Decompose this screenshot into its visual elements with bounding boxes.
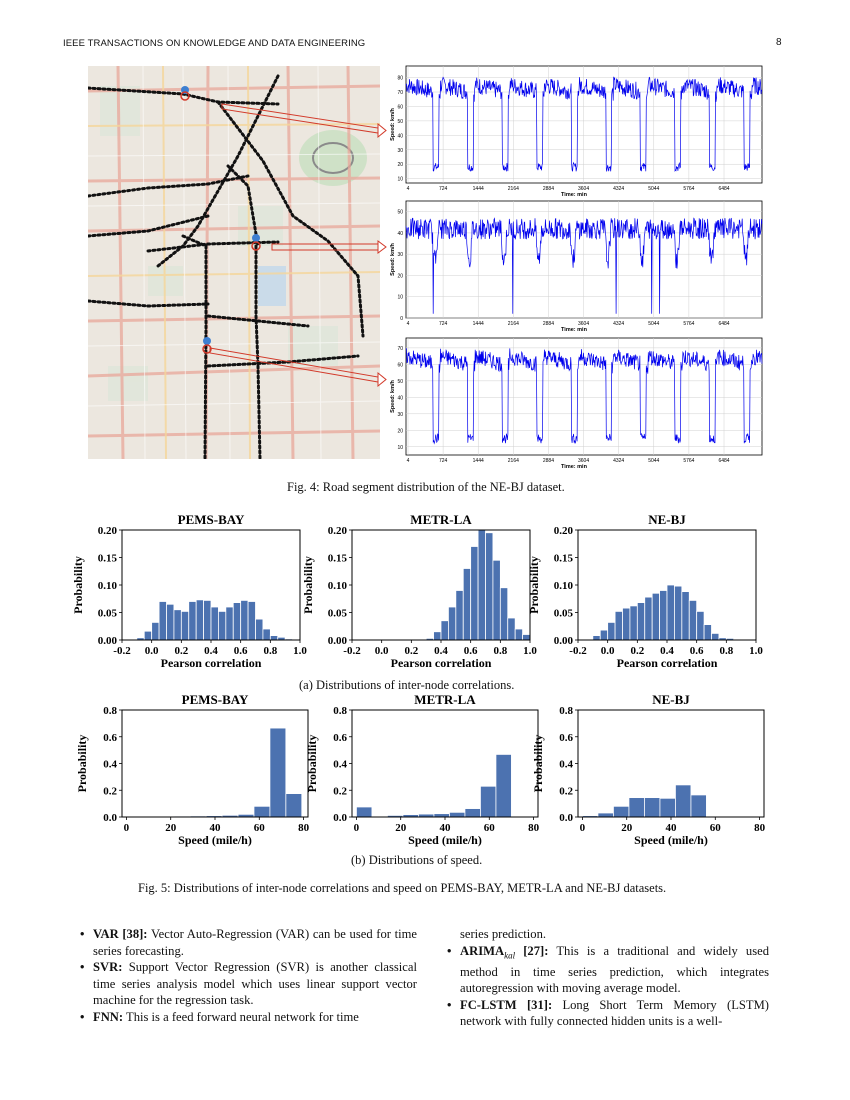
histogram-bar (204, 600, 211, 640)
histogram-bar (608, 622, 615, 640)
histogram-bar (675, 785, 691, 817)
y-tick-label: 0.00 (327, 635, 347, 647)
y-tick-label: 0.20 (327, 525, 347, 537)
x-tick-label: 0.0 (600, 645, 615, 657)
x-tick-label: 724 (438, 321, 448, 327)
histogram-bar (478, 530, 485, 640)
x-tick-label: -0.2 (569, 645, 587, 657)
x-tick-label: 0.4 (660, 645, 674, 657)
subfig-a-caption: (a) Distributions of inter-node correlations. (299, 678, 515, 692)
x-tick-label: 2884 (542, 186, 555, 192)
histogram-bar (674, 586, 681, 640)
x-tick-label: 60 (709, 822, 721, 834)
arrow-panel-2 (272, 244, 378, 250)
bullet-fnn (80, 1009, 417, 1026)
y-tick-label: 0.6 (559, 731, 573, 744)
y-tick-label: 0.8 (103, 705, 117, 717)
y-tick-label: 30 (397, 411, 403, 418)
bullet-term-ref: [27]: (515, 943, 549, 958)
histogram-bar (211, 607, 218, 640)
histogram-bar (697, 611, 704, 640)
y-tick-label: 0.15 (327, 552, 347, 565)
histogram-bar (248, 602, 255, 641)
bullet-term: FNN: (93, 1009, 124, 1024)
histogram-bar (270, 728, 286, 817)
x-axis-label: Time: min (561, 327, 587, 333)
histogram-bar (691, 795, 707, 817)
x-tick-label: 0.6 (233, 645, 248, 657)
histogram-bar (508, 618, 515, 640)
histogram-bar (241, 600, 248, 640)
histogram-bar (270, 636, 277, 640)
y-tick-label: 0.05 (327, 607, 347, 620)
y-tick-label: 0.2 (333, 785, 347, 798)
histogram-bar (644, 798, 660, 817)
y-axis-label: Speed: km/h (390, 108, 396, 141)
histogram-bar (623, 608, 630, 640)
x-tick-label: 4324 (613, 321, 625, 327)
histogram-bar (645, 597, 652, 640)
x-tick-label: 724 (438, 186, 448, 192)
y-tick-label: 50 (397, 118, 403, 125)
histogram-bar (449, 812, 465, 817)
histogram-bar (613, 806, 629, 817)
x-tick-label: 4324 (613, 458, 625, 464)
x-tick-label: 2164 (507, 458, 519, 464)
histogram-chart (75, 692, 310, 847)
y-axis-label: Speed: km/h (390, 243, 396, 276)
histogram-bar (637, 603, 644, 640)
histogram-bar (496, 754, 512, 817)
y-tick-label: 10 (397, 176, 403, 183)
chart-title: PEMS-BAY (181, 692, 249, 707)
y-tick-label: 0.20 (553, 525, 573, 537)
x-axis-label: Speed (mile/h) (178, 833, 252, 847)
x-tick-label: 0 (579, 822, 586, 834)
histogram-bar (152, 622, 159, 640)
histogram-bar (471, 547, 478, 641)
y-tick-label: 70 (397, 90, 403, 96)
x-tick-label: 0.2 (174, 645, 189, 657)
histogram-bar (600, 630, 607, 640)
y-tick-label: 30 (397, 147, 403, 154)
x-tick-label: 3604 (577, 186, 590, 192)
histogram-bar (286, 794, 302, 817)
y-tick-label: 80 (397, 75, 403, 82)
histogram-bar (159, 602, 166, 641)
left-column (80, 926, 417, 1026)
histogram-bar (144, 631, 151, 640)
histogram-bar (500, 588, 507, 640)
y-tick-label: 50 (397, 209, 403, 216)
histogram-bar (523, 635, 530, 641)
y-tick-label: 0.4 (333, 758, 347, 771)
fig4-caption: Fig. 4: Road segment distribution of the NE-BJ dataset. (287, 480, 565, 494)
histogram-bar (456, 591, 463, 641)
histogram-bar (689, 600, 696, 640)
x-tick-label: 3604 (577, 321, 590, 327)
x-tick-label: 2164 (507, 321, 519, 327)
x-tick-label: 4324 (613, 186, 625, 192)
histogram-bar (593, 636, 600, 640)
journal-header: IEEE TRANSACTIONS ON KNOWLEDGE AND DATA ENGINEERING (63, 38, 366, 49)
histogram-bar (682, 592, 689, 640)
x-tick-label: 80 (528, 822, 540, 834)
y-tick-label: 0.6 (333, 731, 347, 744)
timeseries-panels (388, 63, 770, 478)
histogram-bar (463, 569, 470, 641)
x-tick-label: 0.2 (630, 645, 645, 657)
x-tick-label: 1.0 (523, 645, 537, 657)
x-axis-label: Time: min (561, 192, 587, 198)
y-tick-label: 20 (397, 428, 403, 435)
y-tick-label: 10 (397, 294, 403, 301)
chart-title: NE-BJ (652, 692, 690, 707)
y-tick-label: 0.2 (103, 785, 117, 798)
bullet-text: This is a feed forward neural network for time (126, 1009, 359, 1024)
x-tick-label: 0.6 (689, 645, 704, 657)
x-tick-label: 1444 (472, 458, 484, 464)
timeseries-panel (390, 66, 762, 198)
y-tick-label: 70 (397, 345, 403, 352)
bullet-text: Support Vector Regression (SVR) is another classical time series analysis model which uses linear support vector machine for the regression task. (93, 960, 417, 1008)
x-tick-label: 20 (621, 822, 633, 834)
x-tick-label: 4 (406, 321, 410, 327)
x-tick-label: 5764 (683, 458, 695, 464)
histogram-bar (652, 593, 659, 640)
bullet-var (80, 926, 417, 959)
histogram-bar (515, 629, 522, 640)
x-tick-label: 1.0 (749, 645, 763, 657)
y-tick-label: 0.10 (553, 580, 573, 592)
histogram-bar (434, 814, 450, 817)
y-tick-label: 0.8 (333, 705, 347, 717)
x-tick-label: 60 (253, 822, 265, 834)
bullet-text: Long Short Term Memory (LSTM) network with fully connected hidden units is a well- (460, 997, 769, 1029)
histogram-bar (356, 807, 372, 817)
histogram-bar (226, 607, 233, 640)
y-axis-label: Probability (71, 556, 85, 614)
bullet-text: This is a traditional and widely used method in time series prediction, which integrates autoregression with moving average model. (460, 943, 770, 996)
y-tick-label: 0.0 (333, 812, 347, 824)
y-tick-label: 0.00 (553, 635, 573, 647)
histogram-bar (660, 591, 667, 641)
histogram-bar (167, 604, 174, 640)
histogram-chart (301, 512, 537, 670)
y-tick-label: 20 (397, 273, 403, 280)
x-tick-label: 6484 (718, 321, 730, 327)
histogram-bar (629, 798, 645, 817)
y-tick-label: 40 (397, 230, 403, 237)
x-tick-label: 5044 (648, 321, 660, 327)
x-tick-label: 5044 (648, 186, 660, 192)
histogram-bar (196, 600, 203, 640)
histogram-chart (305, 692, 540, 847)
histogram-chart (71, 512, 307, 670)
x-tick-label: 4 (406, 458, 410, 464)
y-axis-label: Probability (531, 734, 545, 793)
x-axis-label: Pearson correlation (616, 656, 718, 670)
bullet-term: ARIMA (460, 943, 505, 958)
histogram-chart (531, 692, 766, 847)
y-tick-label: 0.05 (97, 607, 117, 620)
x-tick-label: 0.8 (263, 645, 278, 657)
y-axis-label: Probability (301, 556, 315, 614)
histogram-bar (598, 813, 614, 817)
x-tick-label: 0.2 (404, 645, 419, 657)
histogram-bar (233, 603, 240, 640)
histogram-bar (441, 621, 448, 640)
y-tick-label: 40 (397, 133, 403, 140)
x-tick-label: 5044 (648, 458, 660, 464)
x-tick-label: 80 (298, 822, 310, 834)
arrow-panel-3 (210, 348, 378, 382)
y-tick-label: 20 (397, 162, 403, 169)
y-tick-label: 0.05 (553, 607, 573, 620)
x-tick-label: 0.8 (493, 645, 508, 657)
x-tick-label: 6484 (718, 186, 730, 192)
x-tick-label: 0.8 (719, 645, 734, 657)
plot-frame (406, 66, 762, 183)
x-axis-label: Speed (mile/h) (634, 833, 708, 847)
y-axis-label: Probability (75, 734, 89, 793)
histogram-bar (704, 625, 711, 640)
x-tick-label: 0.4 (434, 645, 448, 657)
histogram-bar (615, 611, 622, 640)
x-tick-label: 1444 (472, 186, 484, 192)
histogram-bar (189, 602, 196, 641)
chart-title: METR-LA (410, 512, 472, 527)
bullet-svr (80, 959, 417, 1009)
y-tick-label: 40 (397, 395, 403, 402)
histogram-bar (667, 585, 674, 640)
bullet-term: VAR [38]: (93, 927, 148, 941)
y-tick-label: 0.4 (103, 758, 117, 771)
x-tick-label: 80 (754, 822, 766, 834)
histogram-bar (480, 786, 496, 817)
x-tick-label: 0.0 (144, 645, 159, 657)
bullet-arima (447, 943, 769, 997)
bullet-text: Vector Auto-Regression (VAR) can be used for time series forecasting. (93, 927, 418, 958)
x-tick-label: -0.2 (343, 645, 361, 657)
x-tick-label: 20 (395, 822, 407, 834)
x-tick-label: 2884 (542, 321, 555, 327)
x-tick-label: 0 (353, 822, 360, 834)
histogram-bar (181, 611, 188, 640)
x-tick-label: 5764 (683, 186, 695, 192)
histogram-bar (218, 611, 225, 640)
page-number: 8 (776, 37, 782, 48)
y-axis-label: Speed: km/h (390, 380, 396, 413)
bullet-fc-lstm (447, 997, 769, 1030)
y-tick-label: 0.8 (559, 705, 573, 717)
chart-title: METR-LA (414, 692, 476, 707)
histogram-bar (254, 806, 270, 817)
y-tick-label: 0.00 (97, 635, 117, 647)
y-tick-label: 0.6 (103, 731, 117, 744)
bullet-term: SVR: (93, 960, 123, 975)
histogram-bar (486, 533, 493, 640)
y-tick-label: 60 (397, 362, 403, 369)
continued-text: series prediction. (460, 927, 547, 941)
timeseries-svg (388, 63, 770, 473)
y-tick-label: 50 (397, 378, 403, 385)
histogram-bar (263, 629, 270, 640)
x-tick-label: 6484 (718, 458, 730, 464)
chart-title: PEMS-BAY (177, 512, 245, 527)
y-tick-label: 0.0 (103, 812, 117, 824)
histogram-bar (434, 632, 441, 640)
histogram-bar (493, 560, 500, 640)
x-tick-label: 4 (406, 186, 410, 192)
histogram-chart (527, 512, 763, 670)
arrow-panel-1 (222, 104, 378, 133)
histogram-bar (630, 606, 637, 640)
y-axis-label: Probability (305, 734, 319, 793)
timeseries-panel (390, 201, 762, 333)
histogram-bar (448, 607, 455, 640)
timeseries-panel (390, 338, 762, 470)
histogram-bar (465, 809, 481, 817)
x-tick-label: -0.2 (113, 645, 131, 657)
x-tick-label: 1.0 (293, 645, 307, 657)
histogram-bar (660, 798, 676, 817)
x-axis-label: Pearson correlation (390, 656, 492, 670)
subfig-b-caption: (b) Distributions of speed. (351, 853, 483, 867)
x-tick-label: 5764 (683, 321, 695, 327)
x-axis-label: Speed (mile/h) (408, 833, 482, 847)
histogram-bar (712, 633, 719, 640)
histogram-bar (256, 619, 263, 640)
y-tick-label: 0.20 (97, 525, 117, 537)
plot-frame (406, 201, 762, 318)
x-tick-label: 40 (439, 822, 451, 834)
x-tick-label: 3604 (577, 458, 590, 464)
y-axis-label: Probability (527, 556, 541, 614)
x-tick-label: 0.0 (374, 645, 389, 657)
y-tick-label: 10 (397, 444, 403, 451)
y-tick-label: 30 (397, 252, 403, 259)
x-tick-label: 2164 (507, 186, 519, 192)
right-column (447, 926, 769, 1030)
y-tick-label: 60 (397, 104, 403, 111)
y-tick-label: 0.10 (97, 580, 117, 592)
x-tick-label: 60 (483, 822, 495, 834)
y-tick-label: 0 (400, 316, 403, 322)
x-tick-label: 2884 (542, 458, 555, 464)
chart-title: NE-BJ (648, 512, 686, 527)
x-tick-label: 40 (209, 822, 221, 834)
x-tick-label: 0.6 (463, 645, 478, 657)
x-tick-label: 1444 (472, 321, 484, 327)
x-axis-label: Time: min (561, 464, 587, 470)
y-tick-label: 0.15 (97, 552, 117, 565)
x-tick-label: 20 (165, 822, 177, 834)
fig5-caption: Fig. 5: Distributions of inter-node correlations and speed on PEMS-BAY, METR-LA and NE-BJ datasets. (138, 881, 667, 895)
x-tick-label: 0 (123, 822, 130, 834)
x-tick-label: 40 (665, 822, 677, 834)
y-tick-label: 0.0 (559, 812, 573, 824)
y-tick-label: 0.4 (559, 758, 573, 771)
bullet-term: FC-LSTM [31]: (460, 997, 553, 1012)
histogram-bar (174, 610, 181, 640)
bullet-term-subscript: kal (504, 950, 516, 961)
y-tick-label: 0.2 (559, 785, 573, 798)
x-tick-label: 724 (438, 458, 448, 464)
x-tick-label: 0.4 (204, 645, 218, 657)
y-tick-label: 0.15 (553, 552, 573, 565)
x-axis-label: Pearson correlation (160, 656, 262, 670)
y-tick-label: 0.10 (327, 580, 347, 592)
